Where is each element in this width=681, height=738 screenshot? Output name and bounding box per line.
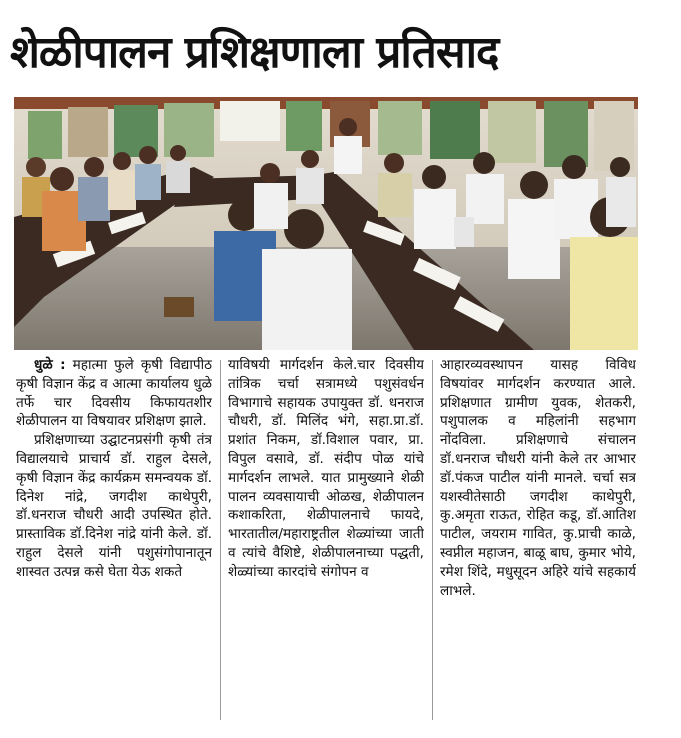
article-column-1 bbox=[16, 356, 212, 726]
paragraph: प्रशिक्षणाच्या उद्घाटनप्रसंगी कृषी तंत्र विद्यालयाचे प्राचार्य डॉ. राहुल देसले, कृषी विज्ञान केंद्र कार्यक्रम समन्वयक डॉ. दिनेश नांद्रे, जगदीश काथेपुरी, डॉ.धनराज चौधरी आदी उपस्थित होते. प्रास्ताविक डॉ.दिनेश नांद्रे यांनी केले. डॉ. राहुल देसले यांनी पशुसंगोपानातून शास्वत उत्पन्न कसे घेता येऊ शकते bbox=[16, 432, 212, 580]
paragraph: आहारव्यवस्थापन यासह विविध विषयांवर मार्गदर्शन करण्यात आले. प्रशिक्षणात ग्रामीण युवक, शेतकरी, पशुपालक व महिलांनी सहभाग नोंदविला. प्रशिक्षणाचे संचालन डॉ.धनराज चौधरी यांनी केले तर आभार डॉ.पंकज पाटील यांनी मानले. चर्चा सत्र यशस्वीतेसाठी जगदीश काथेपुरी, कु.अमृता राऊत, रोहित कडू, डॉ.आतिश पाटील, जयराम गावित, कु.प्राची काळे, स्वप्नील महाजन, बाळू बाघ, कुमार भोये, रमेश शिंदे, मधुसूदन अहिरे यांचे सहकार्य लाभले. bbox=[440, 357, 636, 599]
seminar-photo-icon bbox=[14, 97, 638, 350]
article-body bbox=[16, 356, 636, 726]
headline: शेळीपालन प्रशिक्षणाला प्रतिसाद bbox=[10, 27, 499, 78]
article-column-3 bbox=[440, 356, 636, 726]
paragraph: याविषयी मार्गदर्शन केले.चार दिवसीय तांत्रिक चर्चा सत्रामध्ये पशुसंवर्धन विभागाचे सहायक उपायुक्त डॉ. धनराज चौधरी, डॉ. मिलिंद भंगे, सहा.प्रा.डॉ. प्रशांत निकम, डॉ.विशाल पवार, प्रा. विपुल वसावे, डॉ. संदीप पोळ यांचे मार्गदर्शन लाभले. यात प्रामुख्याने शेळी पालन व्यवसायाची ओळख, शेळीपालन कशाकरिता, शेळीपालनाचे फायदे, भारतातील/महाराष्ट्रतील शेळ्यांच्या जाती व त्यांचे वैशिष्टे, शेळीपालनाच्या पद्धती, शेळ्यांच्या कारदांचे संगोपन व bbox=[228, 357, 424, 580]
article-photo bbox=[14, 97, 638, 350]
column-divider bbox=[432, 360, 433, 720]
column-divider bbox=[220, 360, 221, 720]
article-column-2 bbox=[228, 356, 424, 726]
dateline: धुळे : bbox=[34, 357, 66, 373]
paragraph: महात्मा फुले कृषी विद्यापीठ कृषी विज्ञान केंद्र व आत्मा कार्यालय धुळे तर्फे चार दिवसीय किफायतशीर शेळीपालन या विषयावर प्रशिक्षण झाले. bbox=[16, 357, 212, 430]
